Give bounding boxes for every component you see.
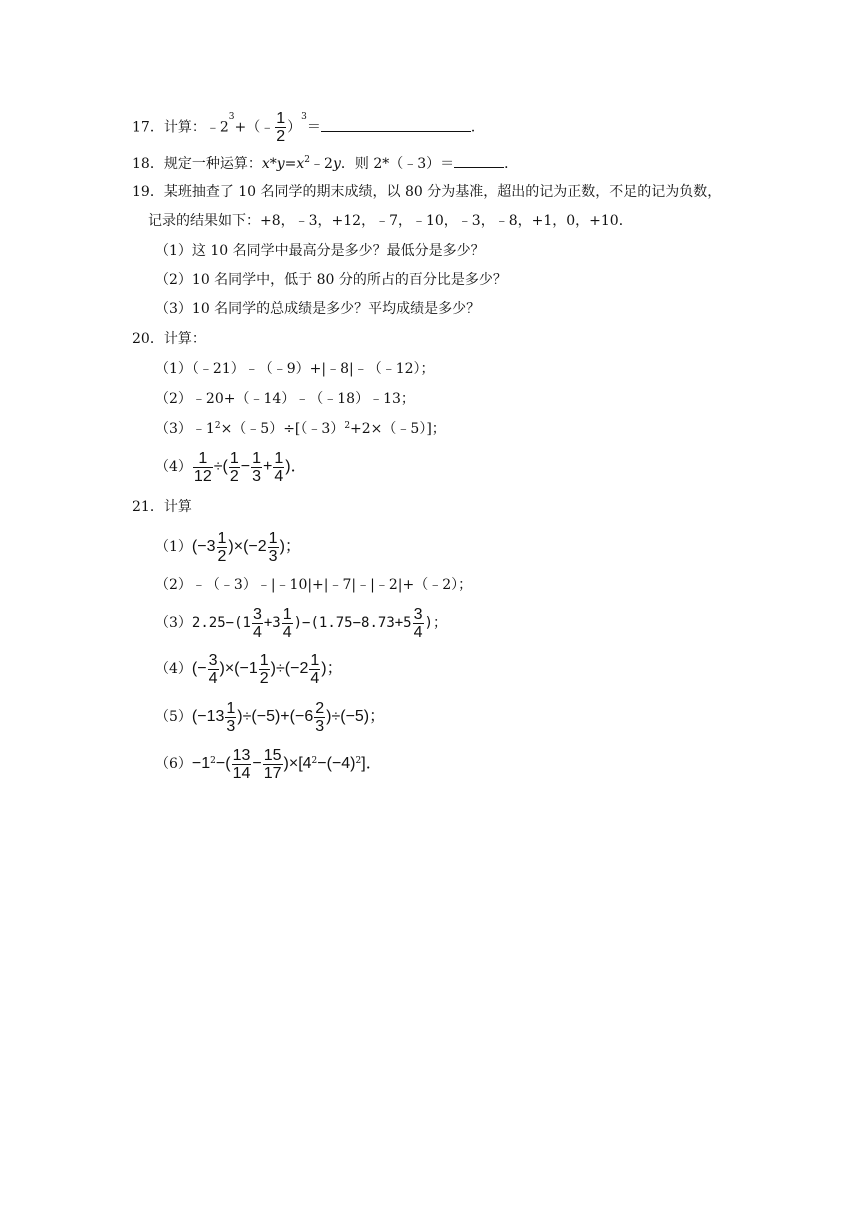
- question-21-part6: [155, 745, 382, 783]
- question-21-part4: [155, 650, 343, 688]
- numerator: 1: [229, 449, 239, 467]
- expr-text: ﹣2: [205, 119, 229, 136]
- question-20-part1: （1）（﹣21）﹣（﹣9）+|﹣8|﹣（﹣12）；: [155, 361, 435, 377]
- operator: *: [269, 156, 277, 172]
- exponent: 3: [228, 112, 235, 122]
- equals-sign: =: [284, 156, 297, 172]
- numerator: 1: [226, 699, 236, 717]
- numerator: 1: [276, 110, 286, 127]
- operator: −: [252, 755, 262, 772]
- period: ．: [504, 156, 519, 172]
- question-label: 计算：: [163, 119, 206, 136]
- expr-text: )−(1.75−8.73+5: [293, 615, 412, 631]
- numerator: 1: [217, 529, 227, 547]
- question-label: 计算: [163, 499, 192, 515]
- fraction: [263, 747, 283, 782]
- denominator: 4: [252, 623, 262, 641]
- expr-text: +（﹣: [234, 119, 275, 136]
- expr-text: +3: [263, 615, 281, 631]
- answer-blank: [454, 153, 504, 168]
- part-label: （4）: [155, 661, 192, 677]
- expr-text: )；: [279, 538, 301, 555]
- expr-text: )÷(−5)+(−6: [237, 708, 314, 725]
- question-19-line2: [148, 211, 633, 231]
- exponent: 2: [214, 421, 221, 431]
- expr-text: )；: [321, 660, 343, 677]
- denominator: 3: [268, 547, 278, 565]
- part-label: （6）: [155, 756, 192, 772]
- numerator: 1: [310, 651, 320, 669]
- question-number: 20．: [132, 331, 164, 347]
- question-19-line1: [132, 182, 721, 202]
- question-20-part2: （2）﹣20+（﹣14）﹣（﹣18）﹣13；: [155, 391, 415, 407]
- numerator: 1: [252, 449, 261, 467]
- question-21-part3: [155, 604, 447, 642]
- question-text: ．则 2*（﹣3）＝: [340, 156, 455, 172]
- numerator: 15: [263, 746, 282, 764]
- expr-text: (−13: [191, 708, 225, 725]
- part-label: （4）: [155, 459, 192, 475]
- var-y: y: [276, 156, 285, 172]
- fraction: [259, 652, 270, 687]
- expr-text: ﹣2: [310, 156, 333, 172]
- numerator: 3: [208, 651, 218, 669]
- numerator: 1: [193, 450, 213, 468]
- fraction: [208, 652, 219, 687]
- numerator: 1: [259, 651, 269, 669]
- question-text: 记录的结果如下：+8，﹣3，+12，﹣7，﹣10，﹣3，﹣8，+1，0，+10．: [148, 213, 633, 229]
- fraction: [268, 530, 279, 565]
- part-label: （1）: [155, 539, 192, 555]
- question-20: [132, 329, 206, 349]
- var-y: y: [332, 156, 341, 172]
- denominator: 3: [315, 717, 325, 735]
- fraction: [229, 450, 240, 485]
- numerator: 13: [232, 746, 251, 764]
- numerator: 2: [315, 699, 325, 717]
- fraction: [251, 450, 262, 485]
- fraction: [193, 450, 213, 485]
- answer-blank: [321, 117, 471, 132]
- question-18: [132, 153, 518, 174]
- expr-text: −(: [215, 755, 231, 772]
- question-21: [132, 497, 192, 517]
- denominator: 2: [276, 128, 286, 145]
- expr-text: ×（﹣5）÷[（﹣3）: [220, 421, 345, 437]
- expr-text: （3）﹣1: [155, 421, 215, 437]
- denominator: 17: [263, 764, 282, 782]
- question-21-part5: [155, 698, 385, 736]
- operator: −: [240, 458, 251, 475]
- denominator: 3: [252, 467, 261, 485]
- fraction: [413, 606, 424, 641]
- question-text: 规定一种运算：: [163, 156, 262, 172]
- expr-text: ]．: [361, 755, 382, 772]
- denominator: 4: [282, 623, 292, 641]
- period: ．: [470, 119, 485, 136]
- denominator: 4: [274, 467, 284, 485]
- expr-text: )÷(−5)；: [326, 708, 386, 725]
- exponent: 2: [210, 756, 216, 766]
- expr-text: )×[4: [283, 755, 312, 772]
- question-number: 21．: [132, 499, 164, 515]
- fraction: [314, 700, 325, 735]
- exponent: 2: [355, 756, 362, 766]
- question-19-part2: （2）10 名同学中，低于 80 分的所占的百分比是多少？: [155, 272, 507, 288]
- question-label: 计算：: [163, 331, 206, 347]
- question-19-part1: （1）这 10 名同学中最高分是多少？最低分是多少？: [155, 243, 485, 259]
- fraction: [273, 450, 284, 485]
- expr-text: )；: [424, 615, 447, 631]
- expr-text: −(−4): [317, 755, 356, 772]
- expr-text: )×(−1: [219, 660, 258, 677]
- fraction: [252, 606, 263, 641]
- exponent: 2: [344, 421, 351, 431]
- operator: +: [262, 458, 273, 475]
- expr-text: +2×（﹣5）]；: [350, 421, 446, 437]
- question-20-part4: [155, 448, 307, 486]
- paren: )．: [285, 458, 307, 475]
- fraction: [217, 530, 228, 565]
- denominator: 2: [229, 467, 239, 485]
- numerator: 1: [274, 449, 284, 467]
- question-20-part3: [155, 419, 446, 439]
- part-label: （3）: [155, 615, 192, 631]
- paren: (: [222, 458, 228, 475]
- question-21-part1: [155, 528, 301, 566]
- expr-text: (−: [191, 660, 207, 677]
- denominator: 12: [193, 467, 212, 485]
- question-21-part2: （2）﹣（﹣3）﹣|﹣10|+|﹣7|﹣|﹣2|+（﹣2）；: [155, 577, 473, 593]
- denominator: 3: [226, 717, 236, 735]
- question-17: [132, 110, 485, 145]
- denominator: 4: [310, 669, 320, 687]
- question-number: 18．: [132, 156, 164, 172]
- exponent: 2: [304, 155, 311, 165]
- expr-text: ）: [287, 119, 302, 136]
- var-x: x: [261, 156, 270, 172]
- exponent: 3: [301, 112, 307, 122]
- denominator: 2: [217, 547, 227, 565]
- numerator: 1: [282, 605, 292, 623]
- fraction: [275, 110, 286, 145]
- expr-text: (−3: [191, 538, 216, 555]
- denominator: 2: [259, 669, 269, 687]
- equals-sign: ＝: [306, 119, 321, 136]
- fraction: [309, 652, 320, 687]
- expr-text: 2.25−(1: [191, 615, 251, 631]
- numerator: 3: [252, 605, 262, 623]
- question-text: 某班抽查了 10 名同学的期末成绩，以 80 分为基准，超出的记为正数，不足的记为负数，: [163, 184, 722, 200]
- part-label: （5）: [155, 709, 192, 725]
- fraction: [225, 700, 236, 735]
- var-x: x: [296, 156, 305, 172]
- expr-text: )×(−2: [228, 538, 267, 555]
- numerator: 3: [413, 605, 423, 623]
- denominator: 4: [413, 623, 423, 641]
- question-number: 17．: [132, 119, 164, 136]
- expr-text: )÷(−2: [270, 660, 309, 677]
- question-number: 19．: [132, 184, 164, 200]
- denominator: 4: [208, 669, 218, 687]
- question-19-part3: （3）10 名同学的总成绩是多少？平均成绩是多少？: [155, 301, 481, 317]
- denominator: 14: [232, 764, 251, 782]
- fraction: [282, 606, 293, 641]
- expr-text: −1: [191, 755, 211, 772]
- operator: ÷: [213, 458, 223, 475]
- exponent: 2: [311, 756, 318, 766]
- fraction: [232, 747, 252, 782]
- numerator: 1: [268, 529, 278, 547]
